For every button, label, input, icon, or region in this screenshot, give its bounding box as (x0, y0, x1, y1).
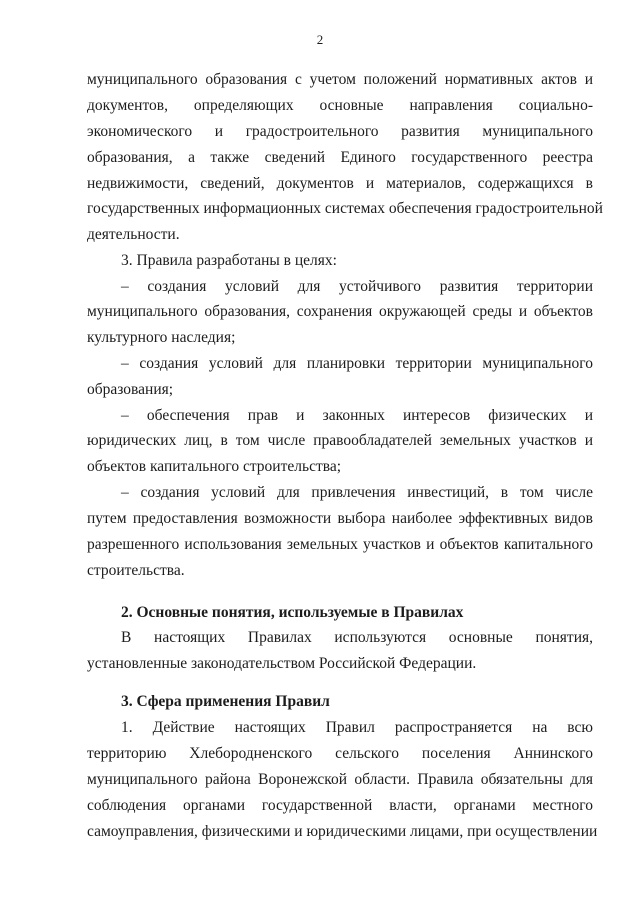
text-line: – обеспечения прав и законных интересов физических и (121, 407, 593, 424)
text-line: путем предоставления возможности выбора наиболее эффективных видов (87, 510, 593, 527)
text-line: установленные законодательством Российской Федерации. (87, 655, 477, 672)
text-line: 3. Правила разработаны в целях: (121, 252, 337, 269)
text-line: объектов капитального строительства; (87, 458, 342, 475)
text-line: 1. Действие настоящих Правил распространяется на всю (121, 719, 593, 736)
text-line: – создания условий для устойчивого развития территории (121, 278, 593, 295)
section-heading: 2. Основные понятия, используемые в Правилах (121, 604, 464, 621)
text-line: – создания условий для планировки территории муниципального (121, 355, 593, 372)
text-line: самоуправления, физическими и юридическими лицами, при осуществлении (87, 823, 598, 840)
text-line: документов, определяющих основные направления социально- (87, 97, 593, 114)
text-line: деятельности. (87, 226, 180, 243)
text-line: разрешенного использования земельных участков и объектов капитального (87, 536, 593, 553)
text-line: образования; (87, 381, 174, 398)
text-line: культурного наследия; (87, 329, 236, 346)
text-line: государственных информационных системах обеспечения градостроительной (87, 200, 603, 217)
text-line: муниципального образования, сохранения окружающей среды и объектов (87, 303, 593, 320)
text-line: образования, а также сведений Единого государственного реестра (87, 149, 593, 166)
text-line: юридических лиц, в том числе правообладателей земельных участков и (87, 432, 593, 449)
text-line: территорию Хлебородненского сельского поселения Аннинского (87, 745, 593, 762)
text-line: строительства. (87, 562, 185, 579)
section-heading: 3. Сфера применения Правил (121, 693, 330, 710)
text-line: муниципального района Воронежской области. Правила обязательны для (87, 771, 593, 788)
text-line: В настоящих Правилах используются основные понятия, (121, 629, 593, 646)
page-number: 2 (316, 32, 324, 47)
text-line: соблюдения органами государственной власти, органами местного (87, 797, 593, 814)
text-line: экономического и градостроительного развития муниципального (87, 123, 593, 140)
text-line: недвижимости, сведений, документов и материалов, содержащихся в (87, 175, 593, 192)
text-line: – создания условий для привлечения инвестиций, в том числе (121, 484, 593, 501)
text-line: муниципального образования с учетом положений нормативных актов и (87, 71, 593, 88)
